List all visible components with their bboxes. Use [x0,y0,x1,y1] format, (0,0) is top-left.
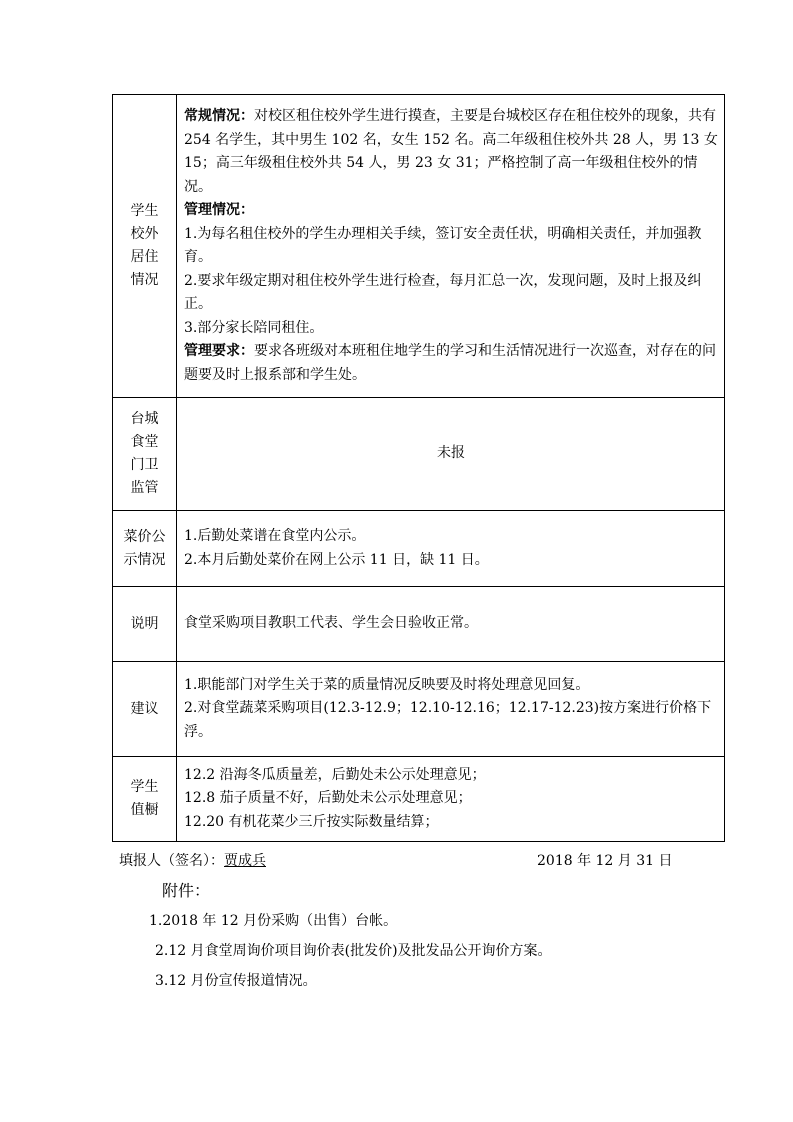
attachment-item: 3.12 月份宣传报道情况。 [155,973,317,989]
duty-item: 12.20 有机花菜少三斤按实际数量结算； [184,813,439,830]
price-item: 1.后勤处菜谱在食堂内公示。 [184,528,366,544]
regular-paragraph [184,105,718,199]
note-content: 食堂采购项目教职工代表、学生会日验收正常。 [177,587,725,662]
reporter-signature: 贾成兵 [224,853,266,869]
require-text: 要求各班级对本班租住地学生的学习和生活情况进行一次巡查，对存在的问题要及时上报系部和学生处。 [184,343,716,383]
row-label-duty: 学生 值橱 [113,757,177,842]
row-label-canteen: 台城 食堂 门卫 监管 [113,398,177,511]
reporter-line [119,850,266,870]
manage-item: 3.部分家长陪同租住。 [184,319,324,336]
row-label-note: 说明 [113,587,177,662]
residence-content [177,95,725,398]
manage-title: 管理情况： [184,202,254,218]
attachments-title: 附件： [162,881,211,900]
canteen-content: 未报 [177,398,725,511]
duty-content [177,757,725,842]
require-title: 管理要求： [184,343,254,359]
row-suggestion [113,662,725,757]
price-content [177,511,725,587]
suggestion-item: 2.对食堂蔬菜采购项目(12.3-12.9；12.10-12.16；12.17-12.23)按方案进行价格下浮。 [184,700,712,740]
suggestion-content [177,662,725,757]
suggestion-item: 1.职能部门对学生关于菜的质量情况反映要及时将处理意见回复。 [184,676,590,693]
row-note [113,587,725,662]
require-paragraph [184,340,718,387]
row-off-campus-residence [113,95,725,398]
row-label-price: 菜价公 示情况 [113,511,177,587]
manage-item: 1.为每名租住校外的学生办理相关手续，签订安全责任状，明确相关责任，并加强教育。 [184,225,702,265]
attachment-item: 1.2018 年 12 月份采购（出售）台帐。 [149,913,398,929]
row-label-suggestion: 建议 [113,662,177,757]
row-student-duty [113,757,725,842]
row-price-publicity [113,511,725,587]
row-canteen-gate [113,398,725,511]
report-table [112,94,725,842]
manage-item: 2.要求年级定期对租住校外学生进行检查，每月汇总一次，发现问题，及时上报及纠正。 [184,272,702,312]
row-label-residence: 学生 校外 居住 情况 [113,95,177,398]
reporter-label: 填报人（签名）： [119,853,224,869]
attachment-item: 2.12 月食堂周询价项目询价表(批发价)及批发品公开询价方案。 [155,943,552,959]
price-item: 2.本月后勤处菜价在网上公示 11 日，缺 11 日。 [184,551,489,568]
duty-item: 12.8 茄子质量不好，后勤处未公示处理意见； [184,790,472,807]
report-date: 2018 年 12 月 31 日 [537,853,673,869]
duty-item: 12.2 沿海冬瓜质量差，后勤处未公示处理意见； [184,766,486,783]
regular-title: 常规情况： [184,108,254,124]
regular-text: 对校区租住校外学生进行摸查，主要是台城校区存在租住校外的现象，共有 254 名学生，其中男生 102 名，女生 152 名。高二年级租住校外共 28 人，男 13 女 15；高三年级租住校外共 54 人，男 23 女 31；严格控制了高一年级租住校外的情况。 [184,108,718,195]
